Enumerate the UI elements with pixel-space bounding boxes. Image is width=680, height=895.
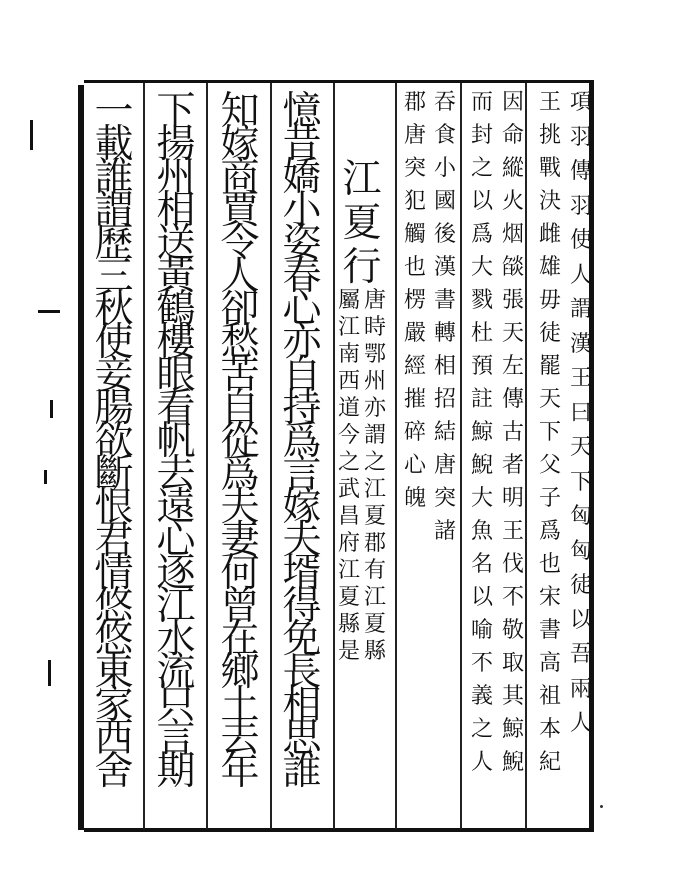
column-rule <box>460 83 462 829</box>
scan-speck <box>600 805 603 808</box>
column-rule <box>270 83 272 829</box>
column-rule <box>143 83 145 829</box>
annotation-column: 吞 食 小 國 後 漢 書 轉 相 招 結 唐 突 諸 <box>433 90 456 544</box>
gutter-mark <box>30 120 33 150</box>
annotation-column: 唐 時 鄂 州 亦 謂 之 江 夏 郡 有 江 夏 縣 <box>363 288 386 664</box>
gutter-mark <box>50 400 53 418</box>
annotation-column: 王 挑 戰 決 雌 雄 毋 徒 罷 天 下 父 子 爲 也 宋 書 高 祖 本 紀 <box>538 90 561 775</box>
gutter-mark <box>38 310 60 313</box>
poem-text-column: 下 揚 州 相 送 黃 鶴 樓 眼 看 帆 去 遠 心 逐 江 水 流 只 言 期 <box>156 89 196 794</box>
annotation-column: 而 封 之 以 爲 大 戮 杜 預 註 鯨 鯢 大 魚 名 以 喻 不 義 之 人 <box>470 90 493 775</box>
annotation-column: 屬 江 南 西 道 今 之 武 昌 府 江 夏 縣 是 <box>337 288 360 664</box>
gutter-mark <box>48 660 51 686</box>
annotation-column: 項 羽 傳 羽 使 人 謂 漢 王 曰 天 下 匈 匈 徒 以 吾 兩 人 <box>569 90 592 736</box>
gutter-mark <box>44 470 47 484</box>
column-rule <box>333 83 335 829</box>
annotation-column: 因 命 縱 火 烟 燄 張 天 左 傳 古 者 明 王 伐 不 敬 取 其 鯨 鯢 <box>501 90 524 775</box>
annotation-column: 郡 唐 突 犯 觸 也 楞 嚴 經 摧 碎 心 魄 <box>403 90 426 511</box>
poem-text-column: 知 嫁 商 賈 令 人 卻 愁 苦 自 從 爲 夫 妻 何 曾 在 鄉 土 去 年 <box>220 89 260 794</box>
column-rule <box>206 83 208 829</box>
poem-text-column: 一 載 誰 謂 歷 三 秋 使 妾 腸 欲 斷 恨 君 情 悠 悠 東 家 西 舍 <box>94 89 134 794</box>
poem-text-column: 憶 昔 嬌 小 姿 春 心 亦 自 持 爲 言 嫁 夫 壻 得 免 長 相 思 誰 <box>282 89 322 794</box>
column-rule <box>395 83 397 829</box>
poem-title: 江 夏 行 <box>342 157 382 290</box>
